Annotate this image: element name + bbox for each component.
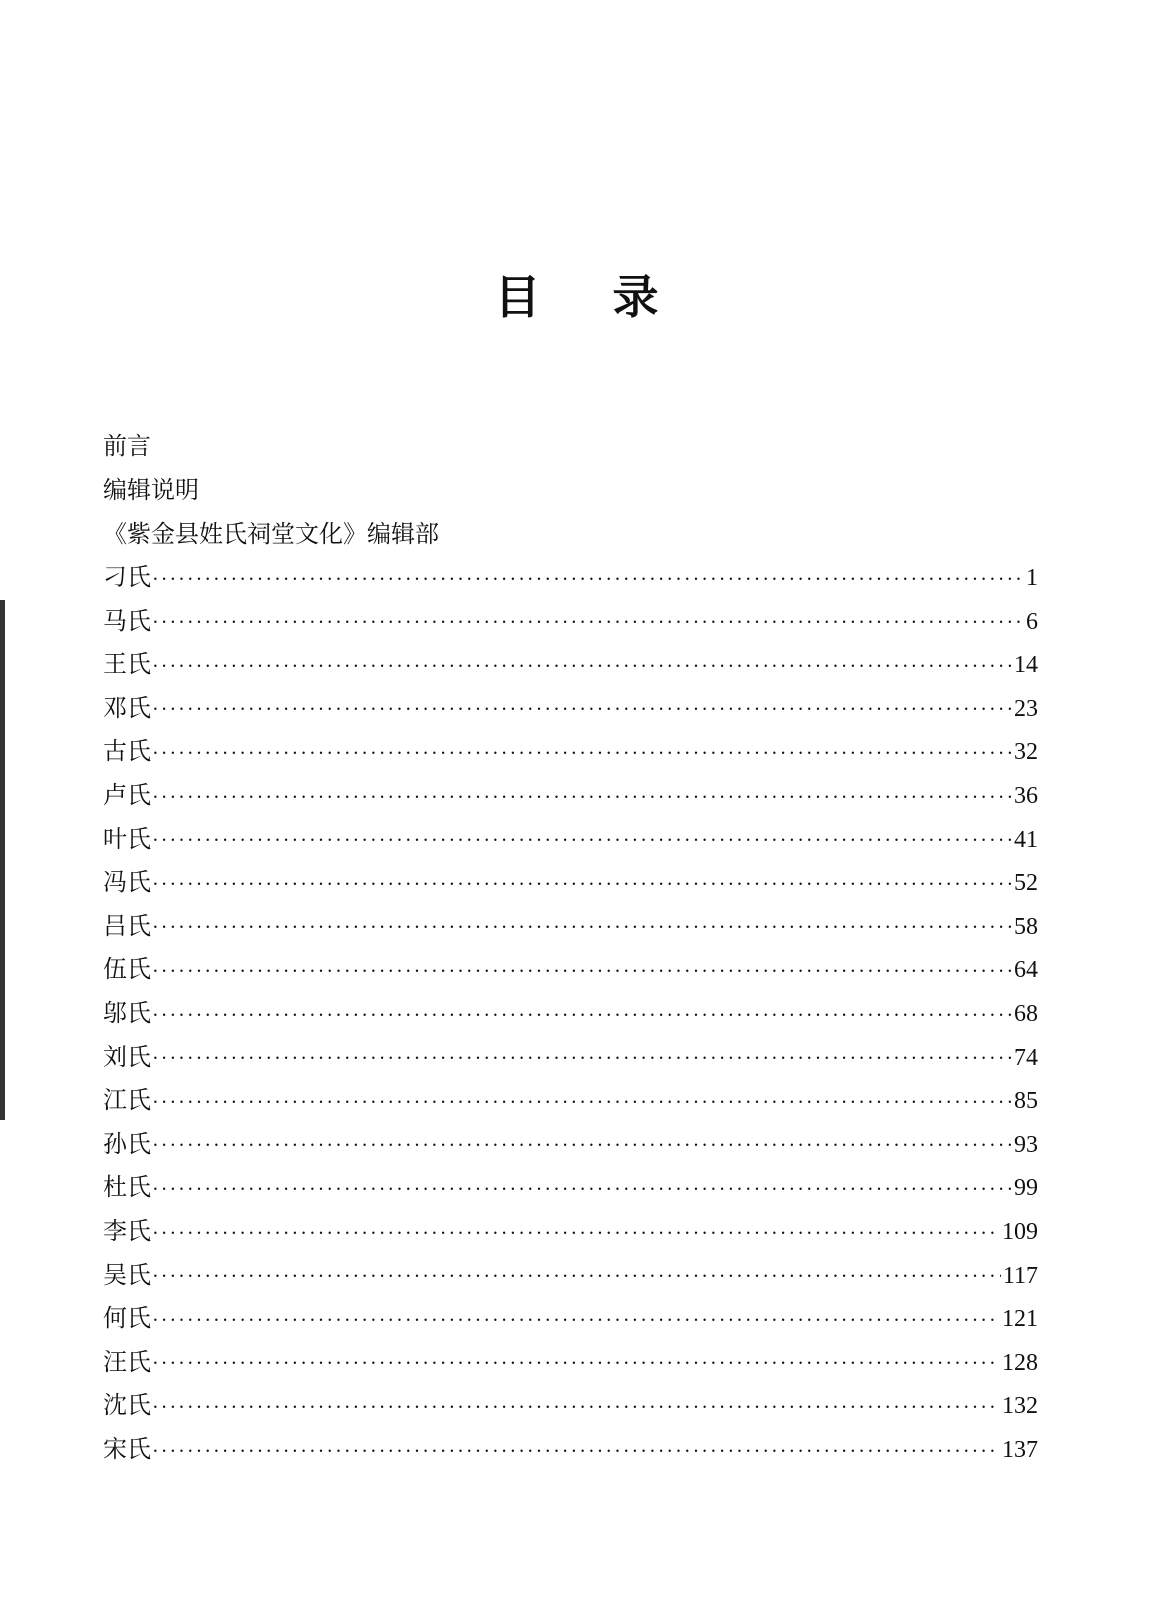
toc-entry[interactable] — [103, 556, 1038, 600]
toc-leader-dots — [153, 644, 1012, 688]
toc-entry[interactable] — [103, 992, 1038, 1036]
toc-entry-page-number: 85 — [1014, 1088, 1038, 1115]
toc-entry-label: 沈氏 — [103, 1391, 151, 1420]
toc-entry-label: 李氏 — [103, 1216, 151, 1245]
toc-entry[interactable] — [103, 1210, 1038, 1254]
toc-entry-label: 吴氏 — [103, 1260, 151, 1289]
toc-leader-dots — [153, 862, 1012, 906]
toc-entry-label: 冯氏 — [103, 868, 151, 897]
page-title — [0, 262, 1153, 332]
toc-entry[interactable] — [103, 818, 1038, 862]
toc-entry[interactable] — [103, 600, 1038, 644]
toc-leader-dots — [153, 1342, 1000, 1386]
toc-entry-label: 马氏 — [103, 606, 151, 635]
toc-entry[interactable] — [103, 1123, 1038, 1167]
toc-entry-page-number: 117 — [1002, 1262, 1038, 1289]
toc-entry-page-number: 132 — [1002, 1393, 1038, 1420]
toc-entry-label: 卢氏 — [103, 780, 151, 809]
toc-entry-label: 江氏 — [103, 1086, 151, 1115]
toc-entry-page-number: 137 — [1002, 1436, 1038, 1463]
title-char-1: 目 — [494, 270, 541, 324]
toc-entry[interactable] — [103, 1428, 1038, 1472]
toc-entry-page-number: 52 — [1014, 870, 1038, 897]
toc-leader-dots — [153, 1385, 1000, 1429]
toc-entry[interactable] — [103, 1036, 1038, 1080]
title-char-2: 录 — [612, 270, 659, 324]
toc-entry[interactable] — [103, 1384, 1038, 1428]
scan-edge-shadow — [0, 600, 5, 1120]
toc-entry-page-number: 58 — [1014, 913, 1038, 940]
toc-leader-dots — [153, 949, 1012, 993]
toc-entry-label: 杜氏 — [103, 1173, 151, 1202]
toc-leader-dots — [153, 906, 1012, 950]
toc-entry-label: 叶氏 — [103, 824, 151, 853]
toc-entry-page-number: 109 — [1002, 1218, 1038, 1245]
toc-entry-page-number: 128 — [1002, 1349, 1038, 1376]
toc-entry-page-number: 1 — [1026, 565, 1038, 591]
toc-leader-dots — [153, 1298, 1000, 1342]
toc-entry[interactable] — [103, 774, 1038, 818]
toc-entry-page-number: 68 — [1014, 1000, 1038, 1027]
toc-leader-dots — [153, 557, 1024, 601]
toc-entry-label: 孙氏 — [103, 1129, 151, 1158]
toc-leader-dots — [153, 1211, 1000, 1255]
toc-entry-label: 古氏 — [103, 737, 151, 766]
front-matter-editorial-board[interactable]: 《紫金县姓氏祠堂文化》编辑部 — [103, 520, 439, 548]
toc-entry[interactable] — [103, 730, 1038, 774]
toc-entry-page-number: 93 — [1014, 1131, 1038, 1158]
toc-entry-page-number: 99 — [1014, 1175, 1038, 1202]
table-of-contents — [103, 424, 1038, 1471]
toc-entry[interactable] — [103, 687, 1038, 731]
toc-leader-dots — [153, 601, 1024, 645]
toc-entry-page-number: 14 — [1014, 652, 1038, 679]
toc-entry-page-number: 41 — [1014, 826, 1038, 853]
toc-entry-label: 邬氏 — [103, 998, 151, 1027]
toc-entry-page-number: 121 — [1002, 1306, 1038, 1333]
toc-entries — [103, 556, 1038, 1471]
front-matter-preface[interactable]: 前言 — [103, 432, 151, 460]
toc-leader-dots — [153, 819, 1012, 863]
toc-entry-label: 刘氏 — [103, 1042, 151, 1071]
toc-entry[interactable] — [103, 1341, 1038, 1385]
toc-entry[interactable] — [103, 1079, 1038, 1123]
toc-entry-label: 吕氏 — [103, 911, 151, 940]
toc-leader-dots — [153, 993, 1012, 1037]
toc-entry-label: 王氏 — [103, 650, 151, 679]
toc-entry-page-number: 32 — [1014, 739, 1038, 766]
toc-leader-dots — [153, 731, 1012, 775]
toc-entry-label: 宋氏 — [103, 1434, 151, 1463]
toc-entry[interactable] — [103, 1297, 1038, 1341]
toc-entry-label: 伍氏 — [103, 955, 151, 984]
toc-entry-label: 汪氏 — [103, 1347, 151, 1376]
toc-entry[interactable] — [103, 1166, 1038, 1210]
toc-entry-page-number: 36 — [1014, 782, 1038, 809]
toc-entry-page-number: 23 — [1014, 695, 1038, 722]
toc-leader-dots — [153, 1080, 1012, 1124]
toc-leader-dots — [153, 1255, 1001, 1299]
toc-leader-dots — [153, 1429, 1000, 1473]
toc-entry[interactable] — [103, 643, 1038, 687]
toc-entry-page-number: 6 — [1026, 608, 1038, 635]
toc-entry-page-number: 64 — [1014, 957, 1038, 984]
toc-entry-label: 刁氏 — [103, 563, 151, 591]
toc-leader-dots — [153, 1167, 1012, 1211]
toc-entry-page-number: 74 — [1014, 1044, 1038, 1071]
toc-entry-label: 邓氏 — [103, 693, 151, 722]
toc-leader-dots — [153, 1037, 1012, 1081]
toc-entry[interactable] — [103, 948, 1038, 992]
front-matter-editorial-notes[interactable]: 编辑说明 — [103, 476, 199, 504]
toc-entry[interactable] — [103, 1254, 1038, 1298]
toc-leader-dots — [153, 688, 1012, 732]
toc-leader-dots — [153, 1124, 1012, 1168]
toc-entry[interactable] — [103, 861, 1038, 905]
toc-entry-label: 何氏 — [103, 1304, 151, 1333]
toc-leader-dots — [153, 775, 1012, 819]
toc-entry[interactable] — [103, 905, 1038, 949]
